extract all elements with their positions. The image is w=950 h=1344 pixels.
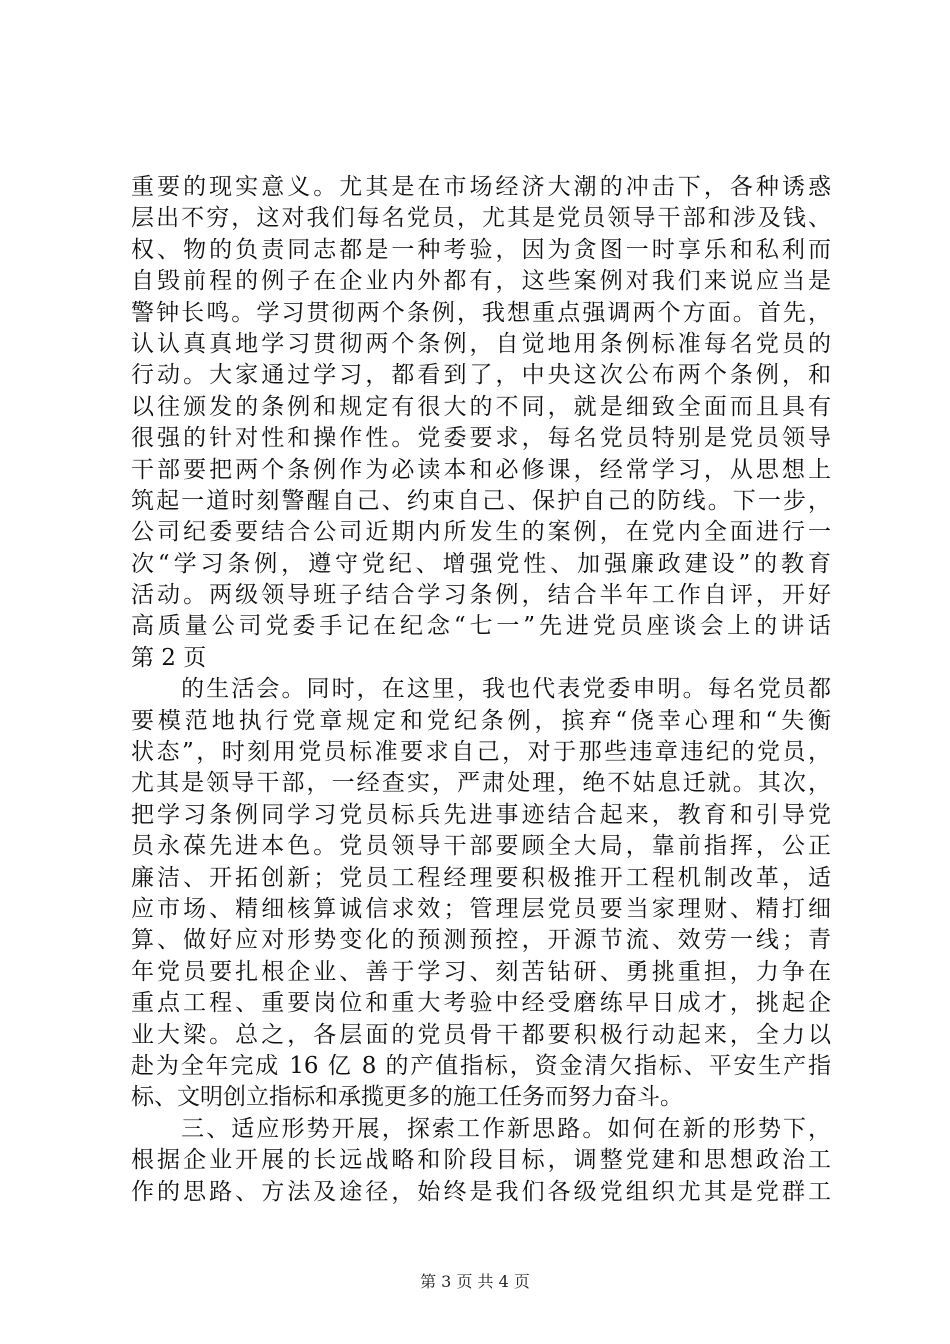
text-line: 业大梁。总之，各层面的党员骨干都要积极行动起来，全力以: [131, 1021, 831, 1048]
text-line: 自毁前程的例子在企业内外都有，这些案例对我们来说应当是: [131, 268, 831, 295]
text-line: 高质量公司党委手记在纪念“七一”先进党员座谈会上的讲话: [131, 613, 831, 640]
text-line: 把学习条例同学习党员标兵先进事迹结合起来，教育和引导党: [131, 801, 831, 828]
text-line: 赴为全年完成 16 亿 8 的产值指标，资金清欠指标、平安生产指: [131, 1052, 831, 1079]
text-line: 算、做好应对形势变化的预测预控，开源节流、效劳一线；青: [131, 927, 831, 954]
text-line: 公司纪委要结合公司近期内所发生的案例，在党内全面进行一: [131, 519, 831, 546]
text-line: 权、物的负责同志都是一种考验，因为贪图一时享乐和私利而: [131, 236, 831, 263]
body-text: [131, 172, 831, 1208]
page-footer: 第 3 页 共 4 页: [420, 1272, 530, 1291]
text-line: 警钟长鸣。学习贯彻两个条例，我想重点强调两个方面。首先，: [131, 299, 831, 326]
text-line: 廉洁、开拓创新；党员工程经理要积极推开工程机制改革，适: [131, 864, 831, 891]
text-line: 根据企业开展的长远战略和阶段目标，调整党建和思想政治工: [131, 1147, 831, 1174]
embedded-page-marker: 第 2 页: [131, 644, 207, 671]
text-line: 员永葆先进本色。党员领导干部要顾全大局，靠前指挥，公正: [131, 833, 831, 860]
text-line: 活动。两级领导班子结合学习条例，结合半年工作自评，开好: [131, 582, 831, 609]
text-line: 尤其是领导干部，一经查实，严肃处理，绝不姑息迁就。其次，: [131, 770, 831, 797]
text-line: 干部要把两个条例作为必读本和必修课，经常学习，从思想上: [131, 456, 831, 483]
text-line: 很强的针对性和操作性。党委要求，每名党员特别是党员领导: [131, 425, 831, 452]
text-line: 年党员要扎根企业、善于学习、刻苦钻研、勇挑重担，力争在: [131, 958, 831, 985]
text-line: 重点工程、重要岗位和重大考验中经受磨练早日成才，挑起企: [131, 990, 831, 1017]
text-line: 状态”，时刻用党员标准要求自己，对于那些违章违纪的党员，: [131, 739, 831, 766]
text-line: 作的思路、方法及途径，始终是我们各级党组织尤其是党群工: [131, 1178, 831, 1205]
text-line: 三、适应形势开展，探索工作新思路。如何在新的形势下，: [131, 1115, 831, 1142]
text-line: 次“学习条例，遵守党纪、增强党性、加强廉政建设”的教育: [131, 550, 831, 577]
text-line: 要模范地执行党章规定和党纪条例，摈弃“侥幸心理和“失衡: [131, 707, 831, 734]
text-line: 认认真真地学习贯彻两个条例，自觉地用条例标准每名党员的: [131, 330, 831, 357]
text-line: 标、文明创立指标和承揽更多的施工任务而努力奋斗。: [131, 1084, 683, 1111]
text-line: 重要的现实意义。尤其是在市场经济大潮的冲击下，各种诱惑: [131, 174, 831, 200]
text-line: 的生活会。同时，在这里，我也代表党委申明。每名党员都: [131, 676, 831, 703]
text-line: 以往颁发的条例和规定有很大的不同，就是细致全面而且具有: [131, 393, 831, 420]
text-line: 层出不穷，这对我们每名党员，尤其是党员领导干部和涉及钱、: [131, 205, 831, 232]
text-line: 筑起一道时刻警醒自己、约束自己、保护自己的防线。下一步，: [131, 487, 831, 514]
text-line: 应市场、精细核算诚信求效；管理层党员要当家理财、精打细: [131, 895, 831, 922]
text-line: 行动。大家通过学习，都看到了，中央这次公布两个条例，和: [131, 362, 831, 389]
